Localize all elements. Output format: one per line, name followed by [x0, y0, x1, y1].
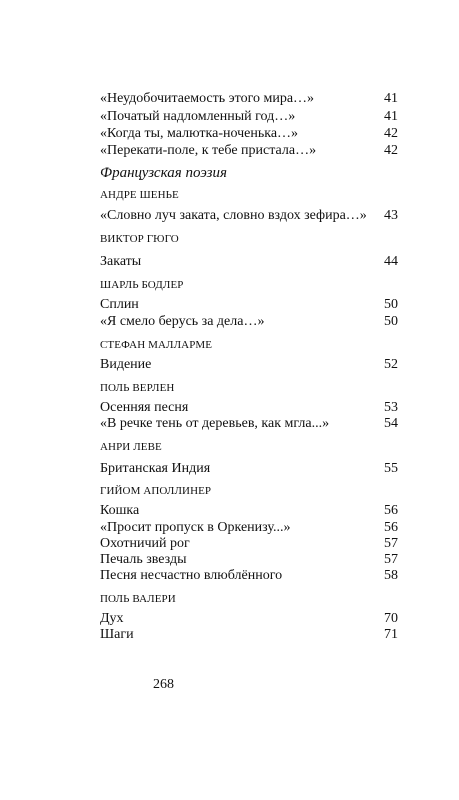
- toc-entry: [100, 551, 398, 568]
- toc-entry-title: Кошка: [100, 503, 140, 518]
- toc-entry-page: 56: [384, 503, 398, 518]
- author-heading: ШАРЛЬ БОДЛЕР: [100, 279, 184, 291]
- toc-entry-title: «Перекати-поле, к тебе пристала…»: [100, 143, 317, 158]
- toc-entry-title: Охотничий рог: [100, 536, 190, 551]
- toc-entry: [100, 296, 398, 313]
- toc-entry: [100, 125, 398, 142]
- author-heading: АНДРЕ ШЕНЬЕ: [100, 189, 179, 201]
- toc-entry-title: Шаги: [100, 627, 134, 642]
- toc-entry: [100, 253, 398, 270]
- toc-entry-page: 42: [384, 126, 398, 141]
- toc-entry-page: 41: [384, 109, 398, 124]
- toc-entry: [100, 567, 398, 584]
- page-number: 268: [153, 677, 174, 692]
- toc-entry-title: «В речке тень от деревьев, как мгла...»: [100, 416, 330, 431]
- toc-entry-page: 53: [384, 400, 398, 415]
- toc-entry-title: Песня несчастно влюблённого: [100, 568, 283, 583]
- toc-entry: [100, 519, 398, 536]
- toc-entry-title: «Я смело берусь за дела…»: [100, 314, 265, 329]
- toc-entry: [100, 535, 398, 552]
- toc-entry-page: 44: [384, 254, 398, 269]
- toc-entry-page: 52: [384, 357, 398, 372]
- toc-entry-page: 50: [384, 297, 398, 312]
- toc-entry: [100, 313, 398, 330]
- toc-entry-page: 57: [384, 536, 398, 551]
- author-heading: ВИКТОР ГЮГО: [100, 233, 179, 245]
- toc-entry-title: Британская Индия: [100, 461, 211, 476]
- author-heading: АНРИ ЛЕВЕ: [100, 441, 162, 453]
- toc-entry-title: «Неудобочитаемость этого мира…»: [100, 91, 315, 106]
- toc-entry: [100, 356, 398, 373]
- toc-entry-title: «Когда ты, малютка-ноченька…»: [100, 126, 299, 141]
- toc-entry-page: 55: [384, 461, 398, 476]
- toc-entry-title: «Просит пропуск в Оркенизу...»: [100, 520, 291, 535]
- toc-entry-title: Дух: [100, 611, 124, 626]
- toc-entry-page: 71: [384, 627, 398, 642]
- toc-entry: [100, 626, 398, 643]
- section-title: Французская поэзия: [100, 165, 227, 181]
- toc-entry: [100, 142, 398, 159]
- toc-entry: [100, 415, 398, 432]
- toc-entry: [100, 460, 398, 477]
- toc-entry: [100, 108, 398, 125]
- toc-entry-page: 58: [384, 568, 398, 583]
- toc-entry-page: 54: [384, 416, 398, 431]
- toc-entry-title: Осенняя песня: [100, 400, 189, 415]
- toc-entry: [100, 90, 398, 107]
- toc-entry-title: «Початый надломленный год…»: [100, 109, 296, 124]
- author-heading: ГИЙОМ АПОЛЛИНЕР: [100, 485, 212, 497]
- toc-entry: [100, 207, 398, 224]
- author-heading: ПОЛЬ ВЕРЛЕН: [100, 382, 175, 394]
- toc-entry-page: 43: [384, 208, 398, 223]
- toc-entry: [100, 399, 398, 416]
- toc-entry: [100, 502, 398, 519]
- toc-entry: [100, 610, 398, 627]
- toc-entry-title: Печаль звезды: [100, 552, 187, 567]
- toc-entry-page: 70: [384, 611, 398, 626]
- author-heading: ПОЛЬ ВАЛЕРИ: [100, 593, 176, 605]
- toc-entry-page: 41: [384, 91, 398, 106]
- toc-entry-page: 42: [384, 143, 398, 158]
- toc-entry-page: 50: [384, 314, 398, 329]
- toc-entry-title: Закаты: [100, 254, 142, 269]
- toc-entry-page: 57: [384, 552, 398, 567]
- author-heading: СТЕФАН МАЛЛАРМЕ: [100, 339, 213, 351]
- toc-entry-title: «Словно луч заката, словно вздох зефира…»: [100, 208, 367, 223]
- toc-entry-title: Видение: [100, 357, 152, 372]
- toc-entry-title: Сплин: [100, 297, 139, 312]
- toc-entry-page: 56: [384, 520, 398, 535]
